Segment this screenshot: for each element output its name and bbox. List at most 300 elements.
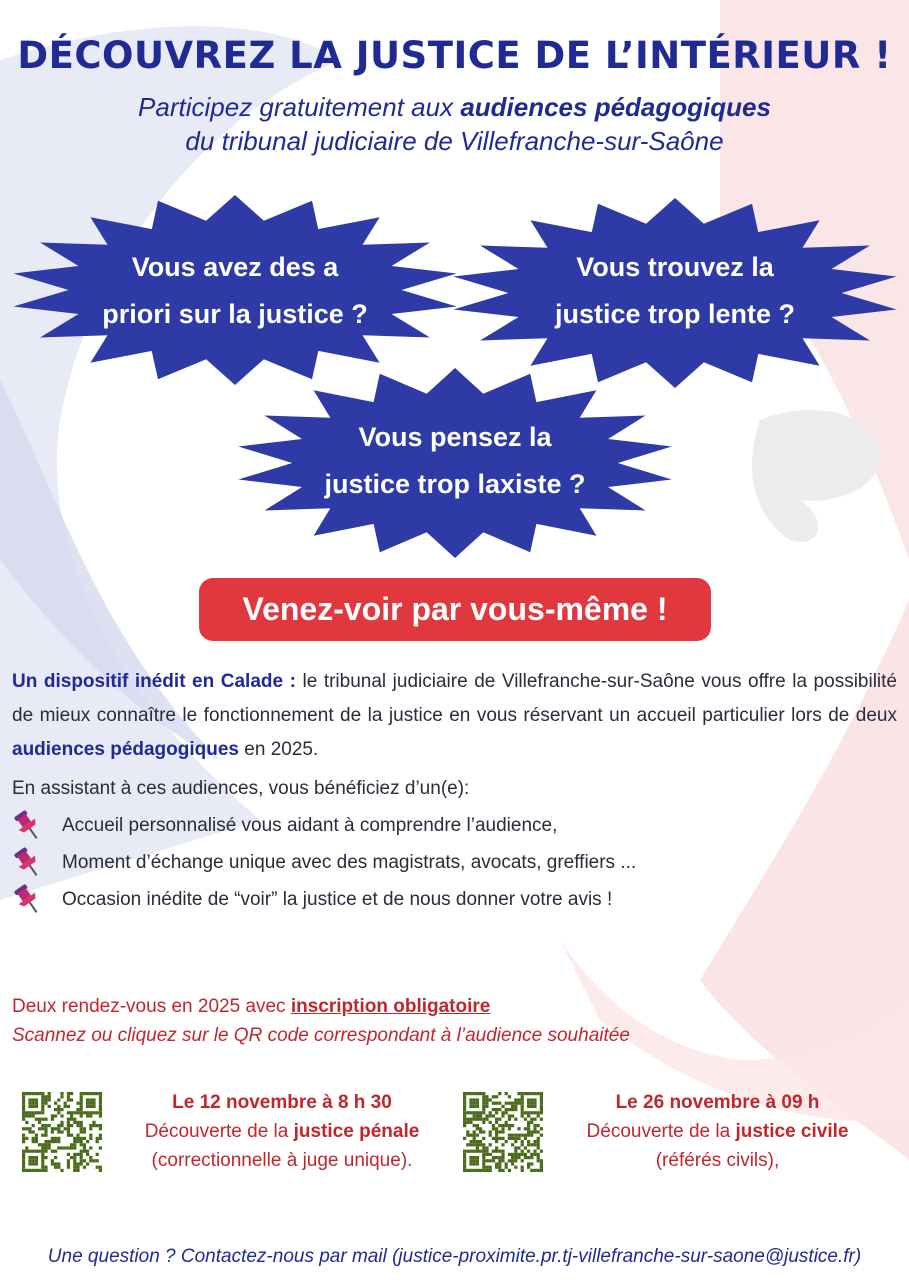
qr-module [80,1098,83,1101]
qr-module [537,1159,540,1162]
qr-module [89,1146,92,1149]
qr-module [80,1121,83,1124]
qr-module [524,1153,527,1156]
qr-module [492,1137,495,1140]
qr-module [41,1095,44,1098]
star-line: priori sur la justice ? [102,299,368,329]
qr-module [517,1146,520,1149]
registration-link[interactable]: inscription obligatoire [290,996,491,1017]
qr-module [473,1134,476,1137]
qr-module [498,1159,501,1162]
qr-module [92,1092,95,1095]
qr-module [501,1159,504,1162]
qr-module [99,1092,102,1095]
qr-module [495,1121,498,1124]
qr-module [473,1162,476,1165]
qr-module [73,1121,76,1124]
qr-module [511,1143,514,1146]
qr-module [57,1127,60,1130]
starburst-3-text [235,414,675,508]
qr-module [44,1118,47,1121]
event-civil [550,1088,885,1175]
qr-module [530,1102,533,1105]
qr-module [32,1169,35,1172]
qr-module [492,1156,495,1159]
qr-module [83,1111,86,1114]
qr-module [76,1166,79,1169]
qr-module [48,1124,51,1127]
qr-module [537,1143,540,1146]
qr-module [70,1146,73,1149]
qr-module [533,1140,536,1143]
qr-module [466,1111,469,1114]
qr-module [511,1153,514,1156]
qr-module [469,1134,472,1137]
qr-module [73,1111,76,1114]
qr-module [35,1169,38,1172]
qr-module [533,1169,536,1172]
qr-module [41,1111,44,1114]
qr-module [86,1153,89,1156]
qr-module [527,1162,530,1165]
qr-module [514,1137,517,1140]
qr-module [482,1166,485,1169]
qr-module [482,1130,485,1133]
qr-module [83,1159,86,1162]
qr-module [67,1146,70,1149]
qr-module [514,1105,517,1108]
qr-module [32,1137,35,1140]
qr-module [530,1169,533,1172]
qr-module [41,1127,44,1130]
benefit-text: Moment d’échange unique avec des magistrats, avocats, greffiers ... [62,852,637,873]
qr-module [463,1153,466,1156]
qr-module [501,1111,504,1114]
qr-module [469,1102,472,1105]
qr-module [35,1137,38,1140]
qr-module [521,1143,524,1146]
qr-module [80,1124,83,1127]
qr-module [22,1153,25,1156]
qr-module [57,1105,60,1108]
qr-module [51,1159,54,1162]
qr-module [489,1153,492,1156]
qr-module [524,1156,527,1159]
qr-module [57,1140,60,1143]
qr-module [511,1159,514,1162]
star-line: justice trop laxiste ? [324,469,586,499]
qr-module [60,1146,63,1149]
qr-module [521,1098,524,1101]
qr-module [537,1124,540,1127]
qr-module [35,1098,38,1101]
qr-module [482,1156,485,1159]
qr-module [527,1124,530,1127]
qr-module [527,1134,530,1137]
qr-module [73,1159,76,1162]
qr-module [44,1143,47,1146]
qr-module [70,1143,73,1146]
benefit-text: Occasion inédite de “voir” la justice et de nous donner votre avis ! [62,889,613,910]
qr-module [96,1159,99,1162]
qr-module [524,1137,527,1140]
qr-code-icon[interactable] [463,1092,543,1172]
qr-module [25,1114,28,1117]
qr-module [489,1159,492,1162]
qr-module [89,1092,92,1095]
qr-module [540,1127,543,1130]
qr-module [533,1098,536,1101]
qr-module [41,1166,44,1169]
benefits-intro: En assistant à ces audiences, vous bénéficiez d’un(e): [12,778,470,799]
qr-module [485,1095,488,1098]
qr-module [76,1124,79,1127]
qr-module [498,1162,501,1165]
qr-module [22,1134,25,1137]
qr-module [54,1156,57,1159]
qr-module [76,1140,79,1143]
qr-module [476,1146,479,1149]
qr-module [476,1156,479,1159]
qr-module [508,1124,511,1127]
qr-module [514,1159,517,1162]
qr-module [498,1124,501,1127]
qr-module [32,1130,35,1133]
qr-module [80,1114,83,1117]
qr-module [527,1092,530,1095]
subtitle-line1 [0,90,909,124]
qr-module [83,1127,86,1130]
qr-module [540,1108,543,1111]
star-line: Vous trouvez la [576,252,774,282]
qr-module [96,1124,99,1127]
qr-module [482,1095,485,1098]
qr-module [495,1102,498,1105]
qr-module [41,1143,44,1146]
qr-module [469,1169,472,1172]
qr-module [28,1169,31,1172]
qr-module [492,1114,495,1117]
qr-module [485,1102,488,1105]
qr-module [35,1092,38,1095]
qr-module [92,1105,95,1108]
qr-module [521,1169,524,1172]
qr-module [508,1134,511,1137]
event-prefix: Découverte de la [586,1121,736,1142]
qr-module [492,1108,495,1111]
qr-module [70,1092,73,1095]
qr-module [44,1140,47,1143]
qr-module [51,1162,54,1165]
qr-module [476,1111,479,1114]
qr-module [22,1159,25,1162]
qr-module [92,1102,95,1105]
qr-module [89,1111,92,1114]
qr-module [67,1121,70,1124]
qr-module [508,1127,511,1130]
qr-module [70,1156,73,1159]
qr-module [485,1150,488,1153]
star-line: Vous pensez la [358,422,552,452]
qr-module [540,1169,543,1172]
qr-module [473,1124,476,1127]
qr-module [32,1140,35,1143]
qr-module [469,1105,472,1108]
qr-module [463,1118,466,1121]
qr-module [473,1105,476,1108]
qr-module [22,1105,25,1108]
qr-module [80,1108,83,1111]
qr-module [511,1162,514,1165]
qr-module [533,1102,536,1105]
qr-module [41,1146,44,1149]
qr-code-icon[interactable] [22,1092,102,1172]
qr-module [476,1118,479,1121]
intro-bold-lead: Un dispositif inédit en Calade : [12,671,296,692]
event-detail: (référés civils), [655,1150,780,1171]
qr-module [527,1102,530,1105]
qr-module [524,1118,527,1121]
pushpin-icon [10,882,46,918]
qr-module [501,1143,504,1146]
qr-module [89,1098,92,1101]
qr-module [57,1111,60,1114]
qr-module [38,1143,41,1146]
qr-module [498,1137,501,1140]
qr-module [99,1146,102,1149]
qr-module [25,1111,28,1114]
qr-module [64,1146,67,1149]
qr-module [495,1108,498,1111]
qr-module [25,1137,28,1140]
qr-module [99,1114,102,1117]
qr-module [479,1140,482,1143]
qr-module [485,1118,488,1121]
qr-module [67,1124,70,1127]
qr-module [489,1111,492,1114]
qr-module [44,1130,47,1133]
qr-module [501,1105,504,1108]
qr-module [517,1156,520,1159]
qr-module [489,1166,492,1169]
qr-module [35,1156,38,1159]
qr-module [32,1102,35,1105]
qr-module [54,1166,57,1169]
qr-module [469,1150,472,1153]
qr-module [514,1153,517,1156]
qr-module [86,1092,89,1095]
qr-module [51,1140,54,1143]
qr-module [533,1143,536,1146]
qr-module [521,1134,524,1137]
event-detail: (correctionnelle à juge unique). [151,1150,413,1171]
qr-module [67,1166,70,1169]
qr-module [60,1108,63,1111]
qr-module [476,1092,479,1095]
qr-module [527,1105,530,1108]
qr-module [540,1162,543,1165]
qr-module [479,1130,482,1133]
qr-module [22,1111,25,1114]
qr-module [32,1162,35,1165]
qr-module [530,1134,533,1137]
qr-module [28,1105,31,1108]
qr-module [473,1137,476,1140]
qr-module [517,1153,520,1156]
registration-subline: Scannez ou cliquez sur le QR code correspondant à l’audience souhaitée [12,1025,630,1046]
qr-module [533,1105,536,1108]
qr-module [83,1130,86,1133]
qr-module [533,1118,536,1121]
qr-module [501,1153,504,1156]
qr-module [508,1102,511,1105]
qr-module [51,1118,54,1121]
qr-module [83,1146,86,1149]
qr-module [495,1130,498,1133]
qr-module [80,1105,83,1108]
qr-module [505,1108,508,1111]
qr-module [28,1092,31,1095]
qr-module [482,1111,485,1114]
qr-module [22,1127,25,1130]
qr-module [35,1111,38,1114]
qr-module [537,1114,540,1117]
qr-module [76,1162,79,1165]
qr-module [73,1156,76,1159]
qr-module [524,1092,527,1095]
qr-module [35,1159,38,1162]
qr-module [511,1137,514,1140]
qr-module [482,1146,485,1149]
qr-module [508,1118,511,1121]
qr-module [22,1150,25,1153]
qr-module [86,1162,89,1165]
qr-module [35,1134,38,1137]
qr-module [485,1105,488,1108]
qr-module [482,1159,485,1162]
qr-module [54,1114,57,1117]
qr-module [495,1140,498,1143]
qr-module [89,1156,92,1159]
qr-module [530,1143,533,1146]
qr-module [35,1105,38,1108]
qr-module [44,1095,47,1098]
cta-banner: Venez-voir par vous-même ! [199,578,711,641]
benefit-item [10,808,558,844]
qr-module [476,1143,479,1146]
intro-text-2: en 2025. [239,739,319,760]
qr-module [22,1095,25,1098]
qr-module [521,1150,524,1153]
qr-module [80,1153,83,1156]
qr-module [485,1166,488,1169]
benefit-text: Accueil personnalisé vous aidant à comprendre l’audience, [62,815,558,836]
qr-module [99,1137,102,1140]
qr-module [495,1162,498,1165]
qr-module [48,1140,51,1143]
qr-module [54,1108,57,1111]
qr-module [51,1130,54,1133]
qr-module [476,1159,479,1162]
qr-module [22,1118,25,1121]
qr-module [28,1156,31,1159]
qr-module [80,1092,83,1095]
qr-module [92,1098,95,1101]
qr-module [89,1127,92,1130]
qr-module [35,1162,38,1165]
qr-module [489,1130,492,1133]
qr-module [38,1111,41,1114]
qr-module [521,1159,524,1162]
qr-module [48,1146,51,1149]
qr-module [80,1127,83,1130]
qr-module [501,1156,504,1159]
qr-module [25,1146,28,1149]
qr-module [517,1102,520,1105]
qr-module [463,1098,466,1101]
qr-module [495,1118,498,1121]
qr-module [530,1153,533,1156]
event-type: justice civile [735,1121,849,1142]
qr-module [28,1111,31,1114]
qr-module [48,1105,51,1108]
qr-module [521,1095,524,1098]
qr-module [489,1121,492,1124]
qr-module [521,1153,524,1156]
qr-module [476,1127,479,1130]
qr-module [80,1140,83,1143]
qr-module [482,1143,485,1146]
qr-module [41,1102,44,1105]
qr-module [485,1153,488,1156]
qr-module [485,1159,488,1162]
qr-module [83,1150,86,1153]
qr-module [466,1150,469,1153]
event-description [550,1117,885,1146]
qr-module [495,1111,498,1114]
qr-module [508,1108,511,1111]
qr-module [514,1118,517,1121]
qr-module [76,1121,79,1124]
qr-module [498,1166,501,1169]
qr-module [76,1111,79,1114]
qr-module [28,1159,31,1162]
qr-module [473,1150,476,1153]
qr-module [501,1150,504,1153]
qr-module [463,1159,466,1162]
qr-module [527,1143,530,1146]
qr-module [508,1095,511,1098]
qr-module [482,1118,485,1121]
qr-module [495,1137,498,1140]
qr-module [22,1098,25,1101]
qr-module [41,1150,44,1153]
qr-module [473,1140,476,1143]
qr-module [463,1092,466,1095]
qr-module [498,1092,501,1095]
qr-module [527,1140,530,1143]
qr-module [469,1140,472,1143]
qr-module [521,1111,524,1114]
qr-module [44,1169,47,1172]
qr-module [70,1134,73,1137]
qr-module [473,1169,476,1172]
qr-module [73,1166,76,1169]
qr-module [537,1169,540,1172]
qr-module [514,1146,517,1149]
qr-module [80,1137,83,1140]
qr-module [80,1095,83,1098]
